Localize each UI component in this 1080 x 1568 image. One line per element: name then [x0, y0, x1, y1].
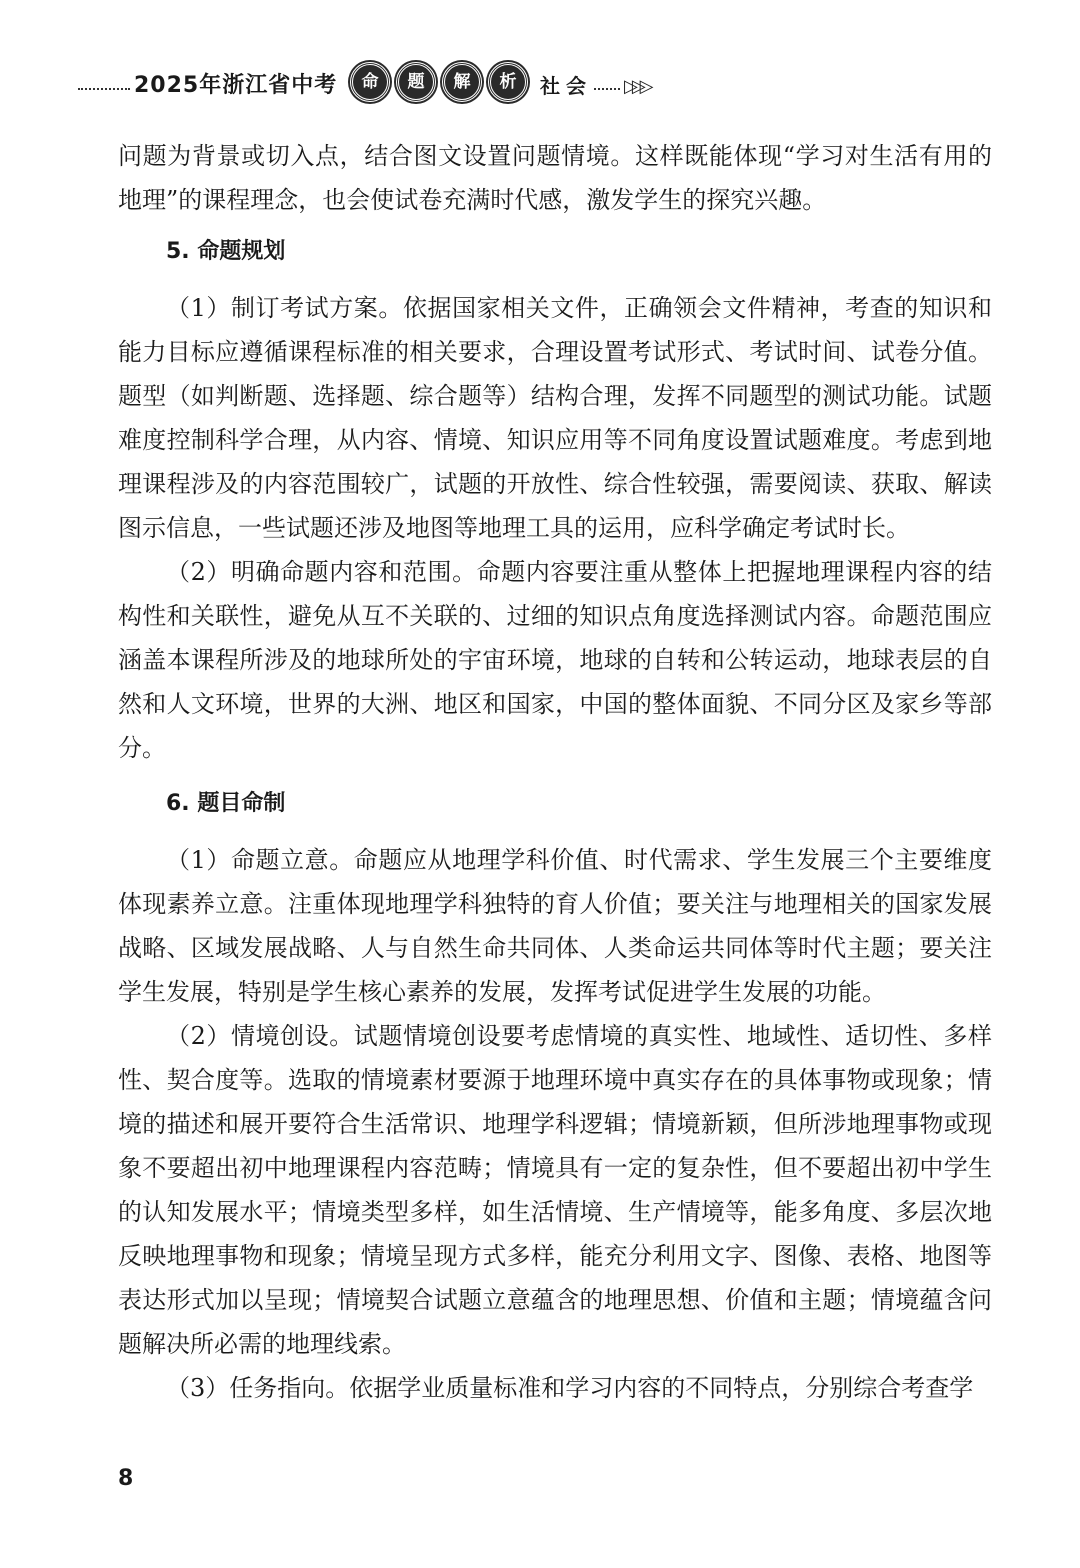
paragraph-proposition-intent: （1）命题立意。命题应从地理学科价值、时代需求、学生发展三个主要维度体现素养立意。注重体现地理学科独特的育人价值；要关注与地理相关的国家发展战略、区域发展战略、人与自然生命共同体、人类命运共同体等时代主题；要关注学生发展，特别是学生核心素养的发展，发挥考试促进学生发展的功能。	[118, 846, 992, 1006]
triangle-arrows-icon: ▷▷▷	[624, 76, 648, 97]
header-seal-3: 解	[442, 62, 482, 102]
header-seal-2: 题	[396, 62, 436, 102]
running-header	[78, 58, 658, 106]
header-dotted-rule-left	[78, 88, 130, 90]
paragraph-task-direction: （3）任务指向。依据学业质量标准和学习内容的不同特点，分别综合考查学	[166, 1374, 974, 1402]
header-subject: 社会	[540, 74, 592, 98]
page-number: 8	[118, 1466, 134, 1491]
paragraph-content-scope: （2）明确命题内容和范围。命题内容要注重从整体上把握地理课程内容的结构性和关联性，避免从互不关联的、过细的知识点角度选择测试内容。命题范围应涵盖本课程所涉及的地球所处的宇宙环境，地球的自转和公转运动，地球表层的自然和人文环境，世界的大洲、地区和国家，中国的整体面貌、不同分区及家乡等部分。	[118, 558, 992, 762]
header-dotted-rule-right	[594, 88, 620, 90]
header-title: 2025年浙江省中考	[134, 73, 338, 98]
page-body	[118, 134, 992, 1410]
paragraph-continued: 问题为背景或切入点，结合图文设置问题情境。这样既能体现“学习对生活有用的地理”的课程理念，也会使试卷充满时代感，激发学生的探究兴趣。	[118, 142, 992, 214]
paragraph-exam-plan: （1）制订考试方案。依据国家相关文件，正确领会文件精神，考查的知识和能力目标应遵循课程标准的相关要求，合理设置考试形式、考试时间、试卷分值。题型（如判断题、选择题、综合题等）结构合理，发挥不同题型的测试功能。试题难度控制科学合理，从内容、情境、知识应用等不同角度设置试题难度。考虑到地理课程涉及的内容范围较广，试题的开放性、综合性较强，需要阅读、获取、解读图示信息，一些试题还涉及地图等地理工具的运用，应科学确定考试时长。	[118, 294, 992, 542]
header-seal-1: 命	[350, 62, 390, 102]
section-heading-6: 6. 题目命制	[166, 791, 286, 816]
section-heading-5: 5. 命题规划	[166, 239, 286, 264]
header-seal-4: 析	[488, 62, 528, 102]
paragraph-context-design: （2）情境创设。试题情境创设要考虑情境的真实性、地域性、适切性、多样性、契合度等。选取的情境素材要源于地理环境中真实存在的具体事物或现象；情境的描述和展开要符合生活常识、地理学科逻辑；情境新颖，但所涉地理事物或现象不要超出初中地理课程内容范畴；情境具有一定的复杂性，但不要超出初中学生的认知发展水平；情境类型多样，如生活情境、生产情境等，能多角度、多层次地反映地理事物和现象；情境呈现方式多样，能充分利用文字、图像、表格、地图等表达形式加以呈现；情境契合试题立意蕴含的地理思想、价值和主题；情境蕴含问题解决所必需的地理线索。	[118, 1022, 992, 1358]
